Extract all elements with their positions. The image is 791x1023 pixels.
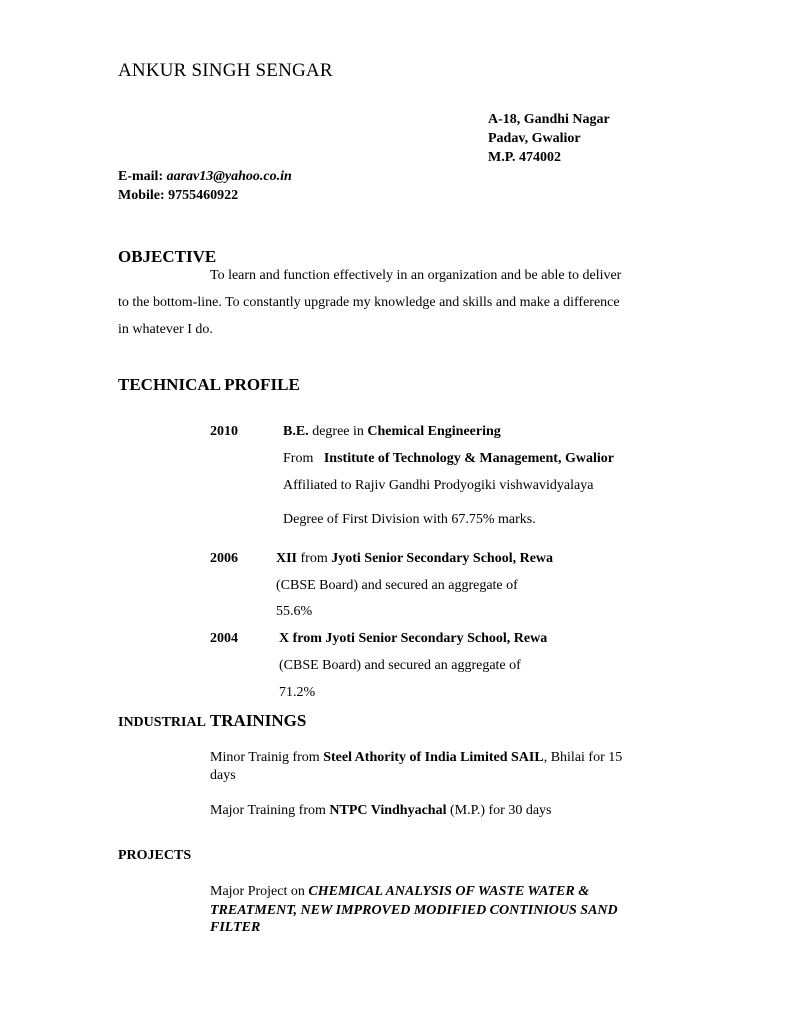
project-title-1: CHEMICAL ANALYSIS OF WASTE WATER & xyxy=(308,884,590,899)
x-board-line: (CBSE Board) and secured an aggregate of xyxy=(279,658,521,673)
email-line xyxy=(118,167,292,186)
objective-line-2: to the bottom-line. To constantly upgrade my knowledge and skills and make a difference xyxy=(118,295,620,310)
major-training-line xyxy=(210,803,551,819)
minor-training-suffix: , Bhilai for 15 xyxy=(543,750,623,765)
trainings-heading-large: TRAININGS xyxy=(209,711,307,730)
address-line-2: Padav, Gwalior xyxy=(488,131,581,146)
address-line-3: M.P. 474002 xyxy=(488,150,561,165)
candidate-name: ANKUR SINGH SENGAR xyxy=(118,60,333,81)
xii-class: XII xyxy=(276,551,298,566)
x-year: 2004 xyxy=(210,631,238,646)
project-title-2: TREATMENT, NEW IMPROVED MODIFIED CONTINIOUS SAND xyxy=(210,903,618,918)
project-prefix: Major Project on xyxy=(210,884,305,899)
email-address: aarav13@yahoo.co.in xyxy=(166,169,292,184)
minor-training-prefix: Minor Trainig from xyxy=(210,750,320,765)
be-institute-line xyxy=(283,451,614,467)
technical-profile-heading: TECHNICAL PROFILE xyxy=(118,375,300,394)
be-from-label: From xyxy=(283,451,314,466)
mobile-label: Mobile: xyxy=(118,188,165,203)
xii-board-line: (CBSE Board) and secured an aggregate of xyxy=(276,578,518,593)
objective-line-3: in whatever I do. xyxy=(118,322,213,337)
objective-heading: OBJECTIVE xyxy=(118,247,217,266)
major-training-prefix: Major Training from xyxy=(210,803,326,818)
xii-school: Jyoti Senior Secondary School, Rewa xyxy=(331,551,554,566)
be-degree: B.E. xyxy=(283,424,309,439)
major-training-suffix: (M.P.) for 30 days xyxy=(449,803,552,818)
be-affiliation: Affiliated to Rajiv Gandhi Prodyogiki vishwavidyalaya xyxy=(283,478,594,493)
x-title: X from Jyoti Senior Secondary School, Rewa xyxy=(279,631,548,646)
be-degree-line xyxy=(283,424,501,440)
be-branch: Chemical Engineering xyxy=(367,424,501,439)
be-division: Degree of First Division with 67.75% marks. xyxy=(283,512,536,527)
be-year: 2010 xyxy=(210,424,238,439)
minor-training-line xyxy=(210,750,622,766)
major-training-org: NTPC Vindhyachal xyxy=(329,803,447,818)
industrial-trainings-heading xyxy=(118,711,306,731)
address-block xyxy=(488,110,610,167)
email-label: E-mail: xyxy=(118,169,164,184)
xii-year: 2006 xyxy=(210,551,238,566)
be-institute: Institute of Technology & Management, Gwalior xyxy=(323,451,614,466)
project-line-1 xyxy=(210,884,589,900)
x-percent: 71.2% xyxy=(279,685,316,700)
xii-from: from xyxy=(300,551,328,566)
project-title-3: FILTER xyxy=(210,920,261,935)
mobile-line xyxy=(118,186,292,205)
xii-title-line xyxy=(276,551,553,567)
minor-training-cont: days xyxy=(210,768,236,783)
mobile-number: 9755460922 xyxy=(168,188,239,203)
projects-heading: PROJECTS xyxy=(118,848,192,863)
be-degree-in: degree in xyxy=(312,424,364,439)
trainings-heading-small: INDUSTRIAL xyxy=(118,715,206,730)
objective-line-1: To learn and function effectively in an organization and be able to deliver xyxy=(210,268,622,283)
minor-training-org: Steel Athority of India Limited SAIL xyxy=(323,750,544,765)
address-line-1: A-18, Gandhi Nagar xyxy=(488,112,610,127)
contact-block xyxy=(118,167,292,205)
xii-percent: 55.6% xyxy=(276,604,313,619)
